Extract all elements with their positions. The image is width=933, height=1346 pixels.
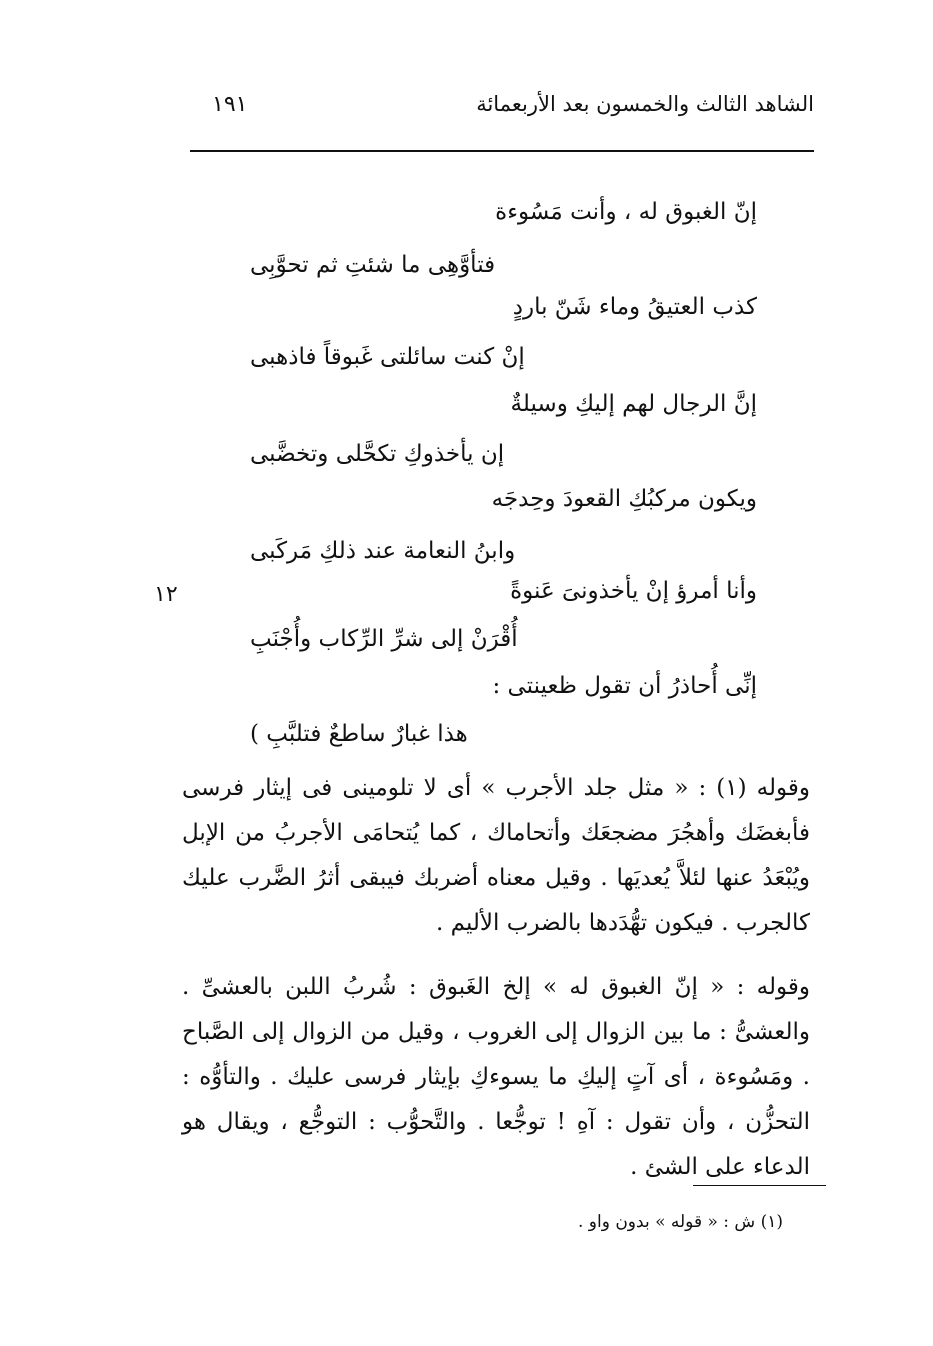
poem-verse: إنّ الغبوق له ، وأنت مَسُوءة	[495, 199, 757, 225]
poem-verse: إنَّ الرجال لهم إليكِ وسيلةٌ	[510, 391, 757, 417]
poem-verse: كذب العتيقُ وماء شَنّ باردٍ	[512, 294, 757, 320]
margin-line-number: ١٢	[154, 582, 178, 607]
poem-verse: إنِّى أُحاذرُ أن تقول ظعينتى :	[492, 673, 757, 699]
poem-verse: أُقْرَنْ إلى شرِّ الرِّكاب وأُجْنَبِ	[250, 626, 518, 652]
poem-verse: إنْ كنت سائلتى غَبوقاً فاذهبى	[250, 344, 525, 370]
commentary-paragraph: وقوله : « إنّ الغبوق له » إلخ الغَبوق : شُربُ اللبن بالعشىِّ . والعشىُّ : ما بين الزوال إلى الغروب ، وقيل من الزوال إلى الصَّباح . ومَسُوءة ، أى آتٍ إليكِ ما يسوءكِ بإيثار فرسى عليك . والتأوُّه : التحزُّن ، وأن تقول : آهِ ! توجُّعا . والتَّحوُّب : التوجُّع ، ويقال هو الدعاء على الشئ .	[182, 974, 810, 1180]
running-title: الشاهد الثالث والخمسون بعد الأربعمائة	[476, 92, 814, 116]
poem-verse: ويكون مركبُكِ القعودَ وحِدجَه	[491, 486, 757, 512]
poem-verse: إن يأخذوكِ تكحَّلى وتخضَّبى	[250, 441, 505, 467]
commentary-paragraph: وقوله (١) : « مثل جلد الأجرب » أى لا تلومينى فى إيثار فرسى فأبغضَك وأهجُرَ مضجعَك وأتحاماك ، كما يُتحامَى الأجربُ من الإبل ويُبْعَدُ عنها لئلاَّ يُعديَها . وقيل معناه أضربك فيبقى أثرُ الضَّرب عليك كالجرب . فيكون تهُّدَدها بالضرب الأليم .	[182, 775, 811, 936]
poem-verse: وابنُ النعامة عند ذلكِ مَركَبى	[250, 538, 516, 564]
poem-verse: وأنا أمرؤ إنْ يأخذونىَ عَنوةً	[510, 578, 757, 604]
poem-verse: فتأوَّهِى ما شئتِ ثم تحوَّبِى	[250, 252, 496, 278]
page-number: ١٩١	[212, 92, 248, 117]
poem-verse: هذا غبارٌ ساطعٌ فتلبَّبِ )	[250, 721, 468, 747]
footnote-rule	[693, 1185, 826, 1186]
footnote: (١) ش : « قوله » بدون واو .	[577, 1212, 783, 1232]
